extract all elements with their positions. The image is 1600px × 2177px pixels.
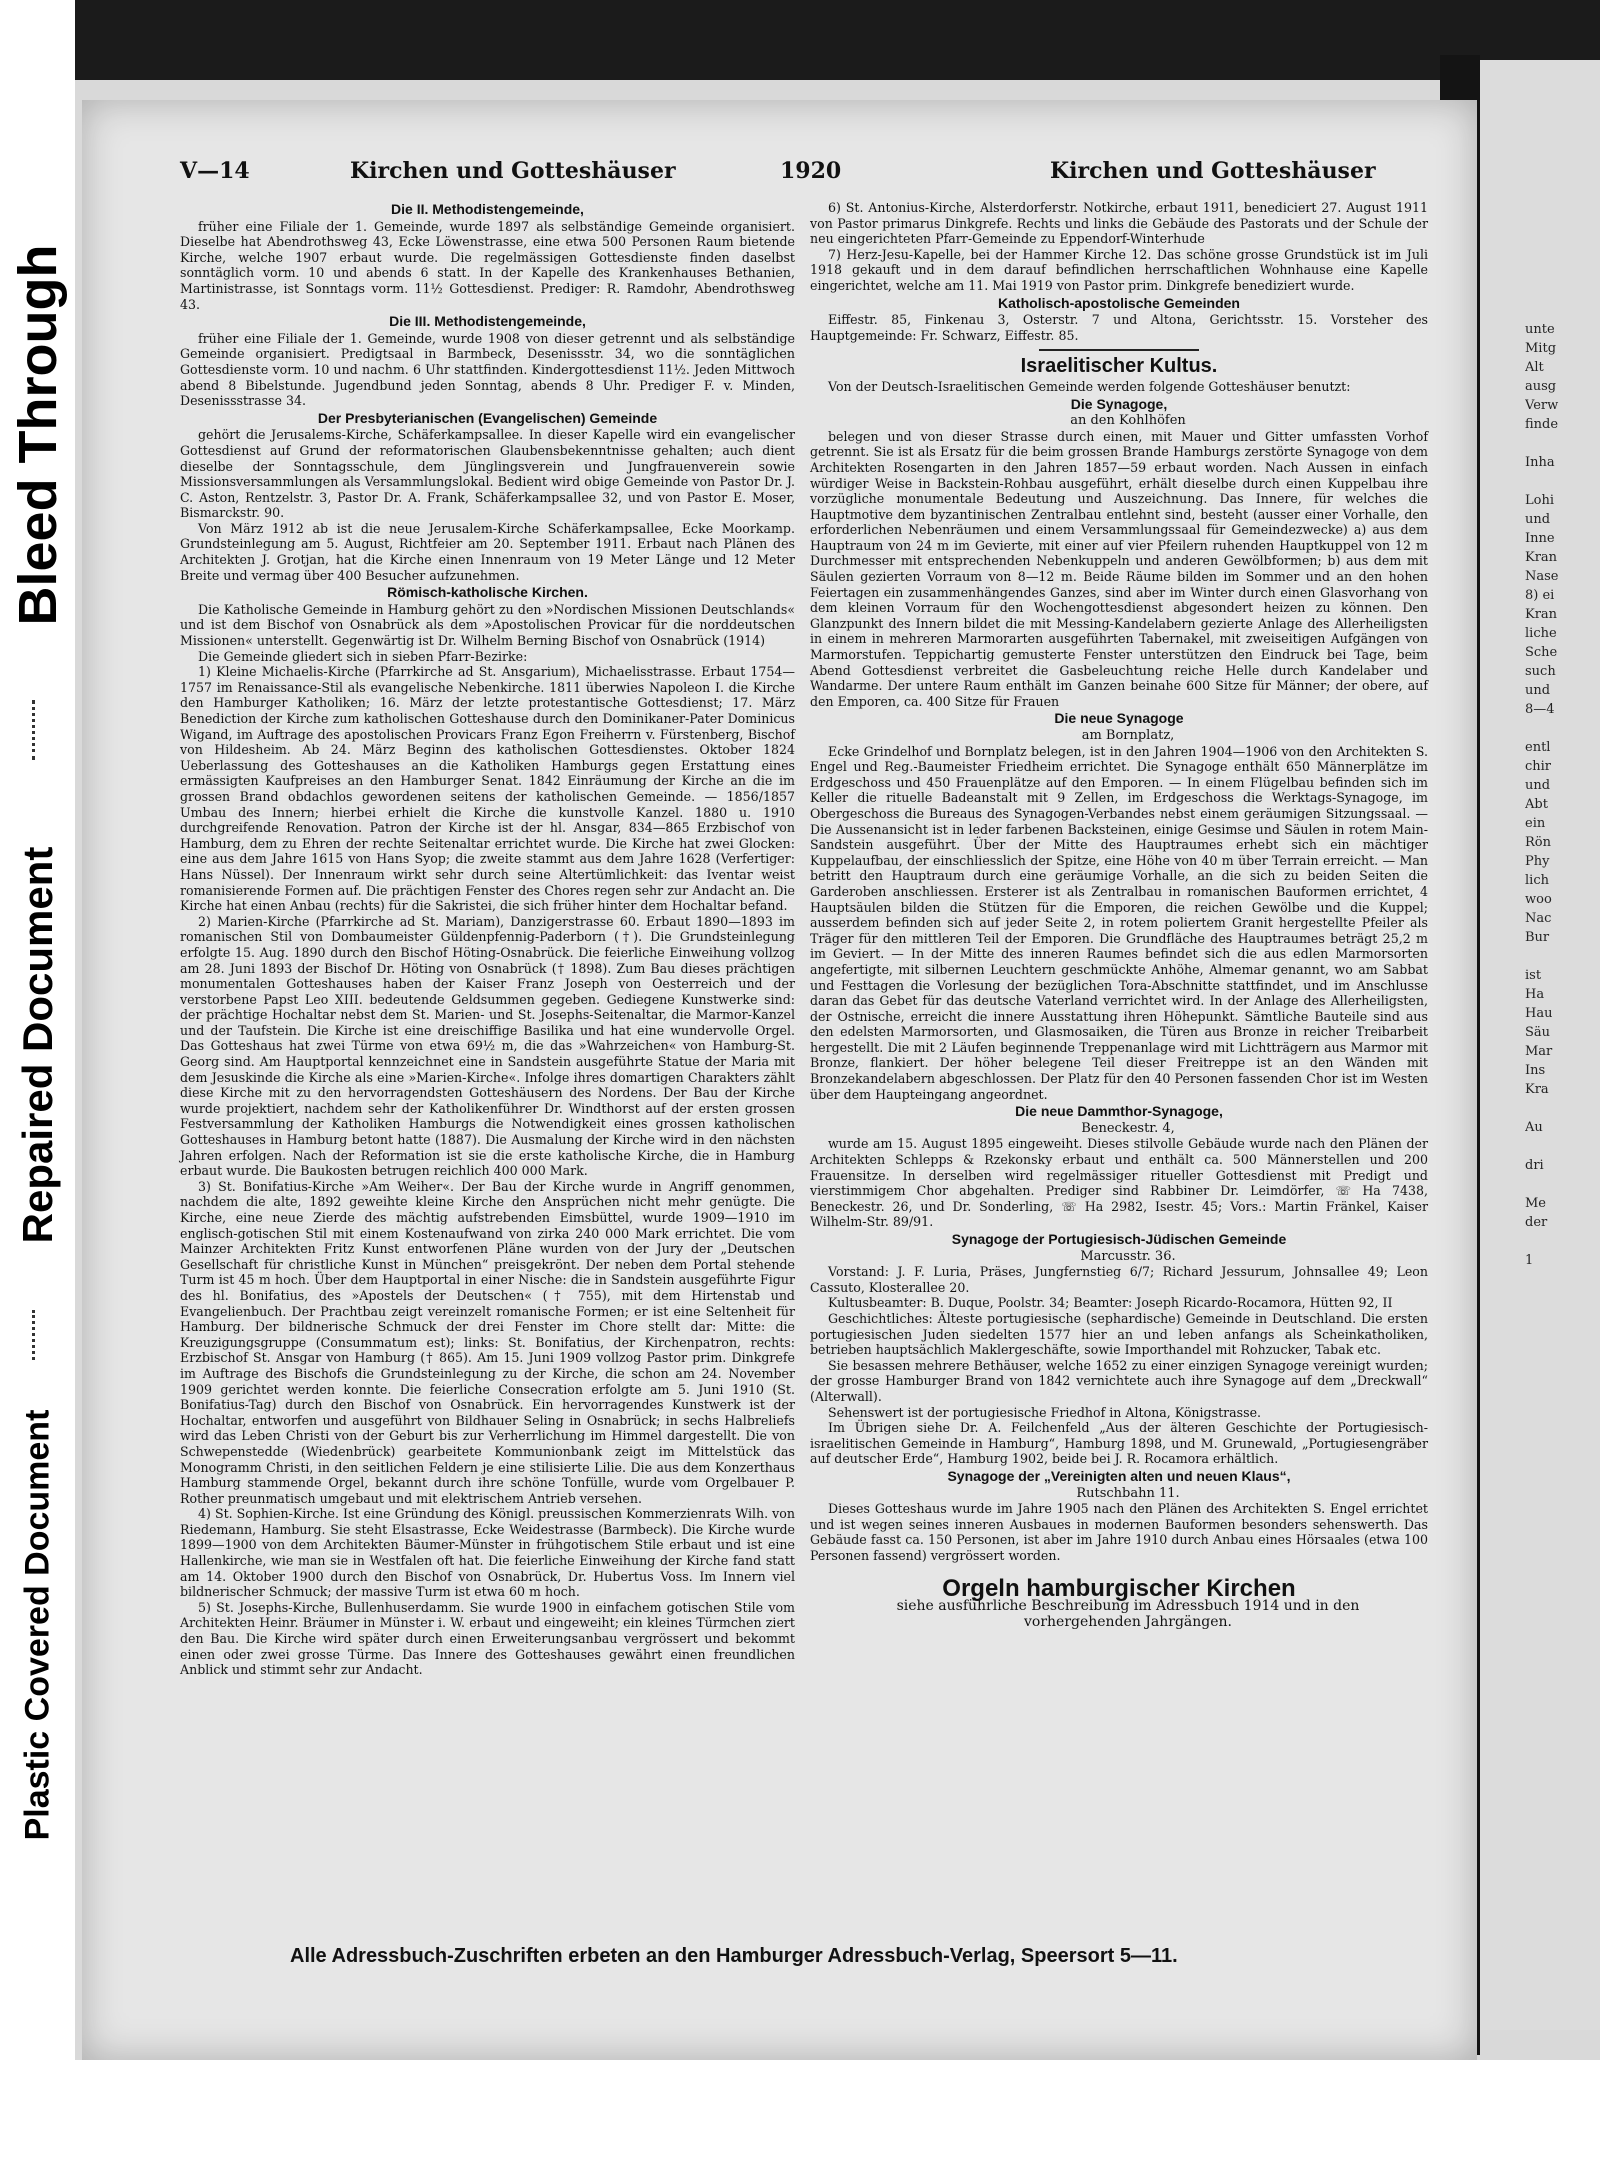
header-year: 1920 <box>780 158 842 184</box>
paragraph: wurde am 15. August 1895 eingeweiht. Dieses stilvolle Gebäude wurde nach den Plänen der Architekten Schlepps & Rzekonsky erbaut und enthält ca. 500 Männerstellen und 200 Frauensitze. In derselben wird regelmässiger ritueller Gottesdienst mit Predigt und vierstimmigem Chor abgehalten. Prediger sind Rabbiner Dr. Leimdörfer, ☏ Ha 7438, Beneckestr. 26, und Dr. Sonderling, ☏ Ha 2982, Isestr. 45; Vors.: Martin Fränkel, Kaiser Wilhelm-Str. 89/91. <box>810 1136 1428 1230</box>
adjacent-page-fragment: 8—4 <box>1525 702 1555 717</box>
adjacent-page-fragment: Ha <box>1525 987 1545 1002</box>
subheading: Marcusstr. 36. <box>1080 1248 1176 1264</box>
adjacent-page-fragment: entl <box>1525 740 1551 755</box>
organs-heading: Orgeln hamburgischer Kirchen <box>942 1575 1296 1603</box>
adjacent-page-fragment: und <box>1525 683 1551 698</box>
adjacent-page-fragment: Kran <box>1525 550 1558 565</box>
adjacent-page-fragment: Inne <box>1525 531 1555 546</box>
section-heading: Katholisch-apostolische Gemeinden <box>998 294 1240 311</box>
adjacent-page-fragment <box>1525 1137 1600 1156</box>
adjacent-page-fragment: Verw <box>1525 398 1559 413</box>
adjacent-page-fragment: Bur <box>1525 930 1550 945</box>
subheading: an den Kohlhöfen <box>1070 413 1186 429</box>
right-column <box>810 200 1428 1630</box>
page-number: V—14 <box>180 158 250 184</box>
adjacent-page-fragment: Mitg <box>1525 341 1557 356</box>
plastic-covered-label: Plastic Covered Document <box>18 1409 56 1841</box>
page-header <box>100 158 1420 192</box>
adjacent-page-fragment: woo <box>1525 892 1552 907</box>
adjacent-page-fragment: Inha <box>1525 455 1555 470</box>
paragraph: Von März 1912 ab ist die neue Jerusalem-Kirche Schäferkampsallee, Ecke Moorkamp. Grundsteinlegung am 5. August, Richtfeier am 20. September 1911. Erbaut nach Plänen des Architekten J. Grotjan, hat die Kirche einen Innenraum von 19 Meter Länge und 12 Meter Breite und vermag über 400 Besucher aufzunehmen. <box>180 520 795 583</box>
header-title-left: Kirchen und Gotteshäuser <box>350 158 676 184</box>
paragraph: Eiffestr. 85, Finkenau 3, Osterstr. 7 und Altona, Gerichtsstr. 15. Vorsteher des Hauptgemeinde: Fr. Schwarz, Eiffestr. 85. <box>810 312 1428 343</box>
section-heading: Synagoge der Portugiesisch-Jüdischen Gemeinde <box>951 1231 1287 1247</box>
paragraph: Sehenswert ist der portugiesische Friedhof in Altona, Königstrasse. <box>828 1404 1262 1420</box>
paragraph: früher eine Filiale der 1. Gemeinde, wurde 1908 von dieser getrennt und als selbständige Gemeinde organisiert. Predigtsaal in Barmbeck, Desenissstr. 34, wo die sonntäglichen Gottesdienste vorm. 10 und nachm. 6 Uhr stattfinden. Kindergottesdienst 11½. Jeden Mittwoch abend 8 Bibelstunde. Jugendbund jeden Sonntag, abends 8 Uhr. Prediger F. v. Minden, Desenissstrasse 34. <box>180 330 795 409</box>
scan-top-shadow <box>75 0 1600 80</box>
adjacent-page-fragment <box>1525 472 1600 491</box>
header-title-right: Kirchen und Gotteshäuser <box>1050 158 1376 184</box>
adjacent-page-fragment: Rön <box>1525 835 1551 850</box>
section-heading: Israelitischer Kultus. <box>1020 355 1218 378</box>
subheading: am Bornplatz, <box>1081 728 1175 743</box>
adjacent-page-fragment: Kran <box>1525 607 1558 622</box>
side-label-strip <box>0 0 75 2177</box>
left-column <box>180 200 795 1678</box>
page-footer: Alle Adressbuch-Zuschriften erbeten an den Hamburger Adressbuch-Verlag, Speersort 5—11. <box>290 1945 1178 1967</box>
paragraph: Vorstand: J. F. Luria, Präses, Jungfernstieg 6/7; Richard Jessurum, Johnsallee 49; Leon Cassuto, Klosterallee 20. <box>810 1264 1428 1295</box>
adjacent-page-fragment: unte <box>1525 322 1555 337</box>
paragraph: Die Katholische Gemeinde in Hamburg gehört zu den »Nordischen Missionen Deutschlands« und ist dem Bischof von Osnabrück als dem »Apostolischen Provicar für die norddeutschen Missionen« unterstellt. Gegenwärtig ist Dr. Wilhelm Berning Bischof von Osnabrück (1914) <box>180 601 795 649</box>
divider <box>1039 349 1199 351</box>
bottom-margin <box>75 2060 1600 2177</box>
section-heading: Die neue Synagoge <box>1054 710 1184 727</box>
adjacent-page-fragment <box>1525 1099 1600 1118</box>
adjacent-page-fragment: Me <box>1525 1196 1547 1211</box>
adjacent-page-fragment: Mar <box>1525 1044 1553 1059</box>
separator-dots <box>32 1310 45 1360</box>
repaired-document-label: Repaired Document <box>13 846 61 1244</box>
section-heading: Synagoge der „Vereinigten alten und neuen Klaus“, <box>947 1467 1291 1484</box>
paragraph: gehört die Jerusalems-Kirche, Schäferkampsallee. In dieser Kapelle wird ein evangelischer Gottesdienst auf Grund der reformatorischen Glaubensbekenntnisse gehalten; auch dient dieselbe der Sonntagsschule, dem Jünglingsverein und Jungfrauenverein sowie Missionsversammlungen als Versammlungslokal. Bedient wird obige Gemeinde von Pastor Dr. J. C. Aston, Rentzelstr. 3, Pastor Dr. A. Frank, Schäferkampsallee 32, und von Pastor E. Moser, Bismarckstr. 90. <box>180 427 795 521</box>
adjacent-page-fragment: Nac <box>1525 911 1552 926</box>
adjacent-page-fragment <box>1525 1175 1600 1194</box>
paragraph: belegen und von dieser Strasse durch einen, mit Mauer und Gitter umfassten Vorhof getrennt. Sie ist als Ersatz für die beim grossen Brande Hamburgs zerstörte Synagoge von dem Architekten Rosengarten in den Jahren 1857—59 erbaut worden. Nach Aussen in einfach würdiger Weise in Backstein-Rohbau ausgeführt, erhält dieselbe durch einen Kuppelbau ihre vorzügliche monumentale Bedeutung und Auszeichnung. Das Innere, für welches die Hauptmotive dem byzantinischen Zentralbau entlehnt sind, besteht (ausser einer Vorhalle, den erforderlichen Nebenräumen und einem Versammlungssaal für Gemeindezwecke) a) aus dem Hauptraum von 24 m im Gevierte, mit einer auf vier Pfeilern ruhenden Hauptkuppel von 12 m Durchmesser mit entsprechenden Nebenkuppeln und anderen Gewölbformen; b) aus dem mit Säulen gezierten Vorraum von 8—12 m. Beide Räume bilden im Sommer und an den hohen Feiertagen ein zusammenhängendes Ganzes, sind aber im Winter durch einen Glasvorhang von dem kleinen Vorraum für den Wochengottesdienst abgesondert heizen zu können. Den Glanzpunkt des Innern bildet die mit Messing-Kandelabern gezierte Anlage des Allerheiligsten in einem in mehreren Marmorarten ausgeführten Tabernakel, mit zweiseitigen Aufgängen von Marmorstufen. Teppichartig gemusterte Fenster unterstützen den Eindruck bei Tage, beim Abend Gottesdienst verbreitet die Gasbeleuchtung reiche Helle durch Kandelaber und Wandarme. Der untere Raum enthält im Ganzen beinahe 600 Sitze für Männer; der obere, auf den Emporen, ca. 400 Sitze für Frauen <box>810 428 1428 709</box>
adjacent-page-fragment: 1 <box>1525 1253 1534 1268</box>
organs-note: vorhergehenden Jahrgängen. <box>1023 1613 1232 1630</box>
paragraph: 7) Herz-Jesu-Kapelle, bei der Hammer Kirche 12. Das schöne grosse Grundstück ist im Juli 1918 gekauft und in dem darauf befindlichen herrschaftlichen Wohnhause eine Kapelle eingerichtet, welche am 11. Mai 1919 von Pastor prim. Dinkgrefe benediziert wurde. <box>810 246 1428 293</box>
section-heading: Die Synagoge, <box>1070 395 1168 412</box>
adjacent-page-fragment: lich <box>1525 873 1549 888</box>
adjacent-page-text <box>1525 320 1600 2030</box>
adjacent-page-fragment: Kra <box>1525 1082 1549 1097</box>
adjacent-page-fragment <box>1525 719 1600 738</box>
organs-note: siehe ausführliche Beschreibung im Adressbuch 1914 und in den <box>896 1598 1360 1615</box>
paragraph: Geschichtliches: Älteste portugiesische (sephardische) Gemeinde in Deutschland. Die ersten portugiesischen Juden siedelten 1577 hier an und leben anfangs als Scheinkatholiken, betrieben hauptsächlich Maklergeschäfte, sowie Importhandel mit Rohzucker, Tabak etc. <box>810 1310 1428 1358</box>
paragraph: 5) St. Josephs-Kirche, Bullenhuserdamm. Sie wurde 1900 in einfachem gotischen Stile vom Architekten Heinr. Bräumer in Münster i. W. erbaut und eingeweiht; ein kleines Türmchen ziert den Bau. Die Kirche wird später durch einen Erweiterungsanbau vergrössert und bekommt einen oder zwei grosse Türme. Das Innere des Gotteshauses gewährt einen freundlichen Anblick und stimmt sehr zur Andacht. <box>180 1599 795 1678</box>
paragraph: Von der Deutsch-Israelitischen Gemeinde werden folgende Gotteshäuser benutzt: <box>828 378 1351 394</box>
paragraph: Ecke Grindelhof und Bornplatz belegen, ist in den Jahren 1904—1906 von den Architekten S. Engel und Reg.-Baumeister Friedheim errichtet. Die Synagoge enthält 650 Männerplätze im Erdgeschoss und 450 Frauenplätze auf den Emporen. — In einem Flügelbau befinden sich im Keller die rituelle Badeanstalt mit 9 Zellen, im Erdgeschoss die Werktags-Synagoge, im Obergeschoss die Bureaus des Synagogen-Verbandes nebst einem geräumigen Sitzungssaal. — Die Aussenansicht ist in leder farbenen Backsteinen, einige Gesimse und Säulen in rotem Main-Sandstein ausgeführt. Über der Mitte des Hauptraumes erhebt sich ein mächtiger Kuppelaufbau, der einschliesslich der Spitze, eine Höhe von 40 m über Terrain erreicht. — Man betritt den Hauptraum durch eine geräumige Vorhalle, an die sich zu beiden Seiten die Garderoben anschliessen. Ersterer ist als Zentralbau in romanischen Bauformen errichtet, 4 Hauptsäulen bilden die Stützen für die Emporen, die reichen Gewölbe und die Kuppel; ausserdem befinden sich auf jeder Seite 2, in rotem poliertem Granit hergestellte Pfeiler als Träger für den mittleren Teil der Emporen. Die Grundfläche des Hauptraumes beträgt 25,2 m im Geviert. — In der Mitte des inneren Raumes befindet sich die aus edlen Marmorsorten angefertigte, mit silbernen Leuchtern geschmückte Anhöhe, Almemar genannt, wo am Sabbat und Festtagen die Vorlesung der bezüglichen Tora-Abschnitte stattfindet, und im Anschlusse daran das Gebet für das deutsche Vaterland verrichtet wird. In der Anlage des Allerheiligsten, der Ostnische, erreicht die innere Ausstattung ihren Höhepunkt. Sämtliche Bauteile sind aus den edelsten Marmorsorten, und Glasmosaiken, die Türen aus Bronze in reicher Treibarbeit hergestellt. Die mit 2 Läufen beginnende Treppenanlage wird mit Lichtträgern aus Marmor mit Bronze, flankiert. Der höher belegene Teil dieser Freitreppe ist an den Wänden mit Bronzekandelabern abgeschlossen. Der Platz für den 40 Personen fassenden Chor ist im Westen über dem Haupteingang angeordnet. <box>810 743 1428 1102</box>
adjacent-page-fragment: such <box>1525 664 1556 679</box>
adjacent-page-fragment: Säu <box>1525 1025 1551 1040</box>
paragraph: Im Übrigen siehe Dr. A. Feilchenfeld „Aus der älteren Geschichte der Portugiesisch-israelitischen Gemeinde in Hamburg“, Hamburg 1898, und M. Grunewald, „Portugiesengräber auf deutscher Erde“, Hamburg 1902, beide bei J. R. Rocamora erhältlich. <box>810 1420 1428 1467</box>
adjacent-page-fragment: Alt <box>1525 360 1544 375</box>
bleed-through-label: Bleed Through <box>7 244 68 626</box>
paragraph: 3) St. Bonifatius-Kirche »Am Weiher«. Der Bau der Kirche wurde in Angriff genommen, nachdem die alte, 1892 geweihte kleine Kirche den Ansprüchen nicht mehr genügte. Die Kirche, eine neue Zierde des mächtig aufstrebenden Eimsbüttel, wurde 1909—1910 im englisch-gotischen Stil mit einem Kostenaufwand von zirka 240 000 Mark errichtet. Die vom Mainzer Architekten Fritz Kunst entworfenen Pläne wurden von der Jury der „Deutschen Gesellschaft für christliche Kunst in München“ preisgekrönt. Der neben dem Portal stehende Turm ist 45 m hoch. Über dem Hauptportal in einer Nische: die in Sandstein ausgeführte Figur des hl. Bonifatius, des »Apostels der Deutschen« († 755), mit dem Hirtenstab und Evangelienbuch. Der Prachtbau zeigt vereinzelt romanische Formen; er ist eine Seltenheit für Hamburg. Der bildnerische Schmuck der drei Fenster im Chore stellt dar: Mitte: die Kreuzigungsgruppe (Consummatum est); links: St. Bonifatius, der Kirchenpatron, rechts: Erzbischof St. Ansgar von Hamburg († 865). Am 15. Juni 1909 vollzog Pastor prim. Dinkgrefe im Auftrage des Bischofs die Grundsteinlegung zu der Kirche, die schon am 24. November 1909 gerichtet werden konnte. Die feierliche Consecration erfolgte am 5. Juni 1910 (St. Bonifatius-Tag) durch den Bischof von Osnabrück. Ein hervorragendes Kunstwerk ist der Hochaltar, entworfen und ausgeführt von Bildhauer Seling in Osnabrück; in sechs Halbreliefs wird das Leben Christi von der Geburt bis zur Verherrlichung im Himmel dargestellt. Die von Schwepenstedde (Wiedenbrück) gearbeitete Kommunionbank zeigt im Mittelstück das Monogramm Christi, in den seitlichen Feldern je eine stilisierte Lilie. Die aus dem Konzerthaus Hamburg stammende Orgel, bekannt durch ihre schöne Tonfülle, wurde vom Orgelbauer P. Rother preunmatisch umgebaut und mit elektrischem Antrieb versehen. <box>180 1178 795 1506</box>
subheading: Rutschbahn 11. <box>1076 1485 1180 1501</box>
section-heading: Der Presbyterianischen (Evangelischen) Gemeinde <box>317 409 658 426</box>
adjacent-page-fragment <box>1525 1232 1600 1251</box>
adjacent-page-fragment: Sche <box>1525 645 1558 660</box>
adjacent-page-fragment: chir <box>1525 759 1552 774</box>
adjacent-page-fragment: und <box>1525 512 1551 527</box>
adjacent-page-fragment: finde <box>1525 417 1559 432</box>
adjacent-page-fragment: dri <box>1525 1158 1544 1173</box>
adjacent-page-fragment: Au <box>1525 1120 1543 1135</box>
subheading: Beneckestr. 4, <box>1081 1120 1175 1136</box>
paragraph: Kultusbeamter: B. Duque, Poolstr. 34; Beamter: Joseph Ricardo-Rocamora, Hütten 92, II <box>828 1295 1393 1311</box>
adjacent-page-fragment: Phy <box>1525 854 1550 869</box>
adjacent-page-fragment: Hau <box>1525 1006 1553 1021</box>
paragraph: früher eine Filiale der 1. Gemeinde, wurde 1897 als selbständige Gemeinde organisiert. Dieselbe hat Abendrothsweg 43, Ecke Löwenstrasse, eine etwa 500 Personen Raum bietende Kirche, welche 1907 erbaut wurde. Die regelmässigen Gottesdienste finden daselbst sonntäglich vorm. 10 und abends 6 statt. In der Kapelle des Krankenhauses Bethanien, Martinistrasse, ist Sonntags vorm. 11½ Gottesdienst. Prediger: R. Ramdohr, Abendrothsweg 43. <box>180 218 795 312</box>
adjacent-page-fragment: Lohi <box>1525 493 1554 508</box>
adjacent-page-fragment: ein <box>1525 816 1546 831</box>
adjacent-page-fragment: ist <box>1525 968 1542 983</box>
adjacent-page-fragment: liche <box>1525 626 1557 641</box>
paragraph: 1) Kleine Michaelis-Kirche (Pfarrkirche ad St. Ansgarium), Michaelisstrasse. Erbaut 1754—1757 im Renaissance-Stil als evangelische Nebenkirche. 1811 überwies Napoleon I. die Kirche den Hamburger Katholiken; 16. März der letzte protestantische Gottesdienst; 17. März Benediction der Kirche zum katholischen Gotteshause durch den Dominikaner-Pater Dominicus Wigand, im Auftrage des apostolischen Provicars Franz Egon Freiherrn v. Fürstenberg, Bischof von Hildesheim. Ab 24. März Beginn des katholischen Gottesdienstes. Oktober 1824 Ueberlassung des Gotteshauses an die Katholiken Hamburgs gegen Erstattung eines ermässigten Kaufpreises an den Hamburger Senat. 1842 Einräumung der Kirche an die im grossen Brand obdachlos gewordenen seitens der katholischen Gemeinde. — 1856/1857 Umbau des Innern; hierbei erhielt die Kirche die kunstvolle Kanzel. 1880 u. 1910 durchgreifende Renovation. Patron der Kirche ist der hl. Ansgar, 834—865 Erzbischof von Hamburg, dem zu Ehren der rechte Seitenaltar errichtet wurde. Die Kirche hat zwei Glocken: eine aus dem Jahre 1615 von Hans Syop; die zweite stammt aus dem Jahre 1628 (Verfertiger: Hans Nüssel). Der Innenraum wirkt sehr durch seine Altertümlichkeit: das Iventar weist romanisierende Formen auf. Die prächtigen Fenster des Chores regen sehr zur Andacht an. Die Kirche hat einen Anbau (rechts) für die Sakristei, die sich früher hinter dem Hochaltar befand. <box>180 664 795 914</box>
adjacent-page-fragment: Ins <box>1525 1063 1546 1078</box>
section-heading: Die III. Methodistengemeinde, <box>389 313 586 330</box>
adjacent-page-fragment: 8) ei <box>1525 588 1555 603</box>
paragraph: Sie besassen mehrere Bethäuser, welche 1652 zu einer einzigen Synagoge vereinigt wurden; der grosse Hamburger Brand von 1842 vernichtete auch ihre Synagoge auf dem „Dreckwall“ (Alterwall). <box>810 1357 1428 1404</box>
adjacent-page-fragment: Nase <box>1525 569 1559 584</box>
paragraph: 6) St. Antonius-Kirche, Alsterdorferstr. Notkirche, erbaut 1911, benediciert 27. August 1911 von Pastor primarus Dinkgrefe. Rechts und links die Gebäude des Pastorats und der Schule der neu eingerichteten Pfarr-Gemeinde zu Eppendorf-Winterhude <box>810 200 1428 247</box>
section-heading: Die neue Dammthor-Synagoge, <box>1015 1103 1223 1120</box>
paragraph: 4) St. Sophien-Kirche. Ist eine Gründung des Königl. preussischen Kommerzienrats Wilh. von Riedemann, Hamburg. Sie steht Elsastrasse, Ecke Weidestrasse (Barmbeck). Die Kirche wurde 1899—1900 von dem Architekten Bäumer-Münster in frühgotischem Stile erbaut und ist eine Hallenkirche, wie man sie in Westfalen oft hat. Die feierliche Einweihung der Kirche fand statt am 14. Oktober 1900 durch den Bischof von Osnabrück, Dr. Hubertus Voss. Im Innern viel bildnerischer Schmuck; der massive Turm ist etwa 60 m hoch. <box>180 1506 795 1600</box>
section-heading: Die II. Methodistengemeinde, <box>391 201 584 217</box>
adjacent-page-fragment <box>1525 434 1600 453</box>
adjacent-page-fragment: ausg <box>1525 379 1557 394</box>
adjacent-page-fragment <box>1525 947 1600 966</box>
adjacent-page-fragment: Abt <box>1525 797 1548 812</box>
separator-dots <box>32 700 45 760</box>
adjacent-page-fragment: der <box>1525 1215 1548 1230</box>
paragraph: Dieses Gotteshaus wurde im Jahre 1905 nach den Plänen des Architekten S. Engel errichtet und ist wegen seines inneren Ausbaues in modernen Bauformen besonders sehenswerth. Das Gebäude fasst ca. 150 Personen, ist aber im Jahre 1910 durch Anbau eines Hörsaales (etwa 100 Personen fassend) vergrössert worden. <box>810 1501 1428 1563</box>
section-heading: Römisch-katholische Kirchen. <box>387 584 588 601</box>
paragraph: 2) Marien-Kirche (Pfarrkirche ad St. Mariam), Danzigerstrasse 60. Erbaut 1890—1893 im romanischen Stil von Dombaumeister Güldenpfennig-Paderborn (†). Die Grundsteinlegung erfolgte 15. Aug. 1890 durch den Bischof Höting-Osnabrück. Die feierliche Einweihung vollzog am 28. Juni 1893 der Bischof Dr. Höting von Osnabrück († 1898). Zum Bau dieses prächtigen monumentalen Gotteshauses haben der Kaiser Franz Joseph von Oesterreich und der verstorbene Papst Leo XIII. bedeutende Geldsummen gegeben. Gediegene Kunstwerke sind: der prächtige Hochaltar nebst dem St. Marien- und St. Josephs-Seitenaltar, die Marmor-Kanzel und der Taufstein. Die Kirche ist eine dreischiffige Basilika und hat eine wundervolle Orgel. Das Gotteshaus hat zwei Türme von etwa 69½ m, die das »Wahrzeichen« von Hamburg-St. Georg sind. Am Hauptportal kennzeichnet eine in Sandstein ausgeführte Statue der Maria mit dem Jesuskinde die Kirche als eine »Marien-Kirche«. Infolge ihres domartigen Charakters zählt diese Kirche mit zu den hervorragendsten Gotteshäusern des Nordens. Der Bau der Kirche wurde projektiert, nachdem sehr der Katholikenführer Dr. Windthorst auf der ersten grossen Festversammlung der Katholiken Hamburgs die Notwendigkeit eines grossen katholischen Gotteshauses in Hamburg betont hatte (1887). Die Ausmalung der Kirche wird in den nächsten Jahren erfolgen. Nach der Reformation ist sie die erste katholische Kirche, die in Hamburg erbaut wurde. Die Baukosten betrugen reichlich 400 000 Mark. <box>180 913 795 1179</box>
adjacent-page-fragment: und <box>1525 778 1551 793</box>
paragraph: Die Gemeinde gliedert sich in sieben Pfarr-Bezirke: <box>198 648 528 664</box>
